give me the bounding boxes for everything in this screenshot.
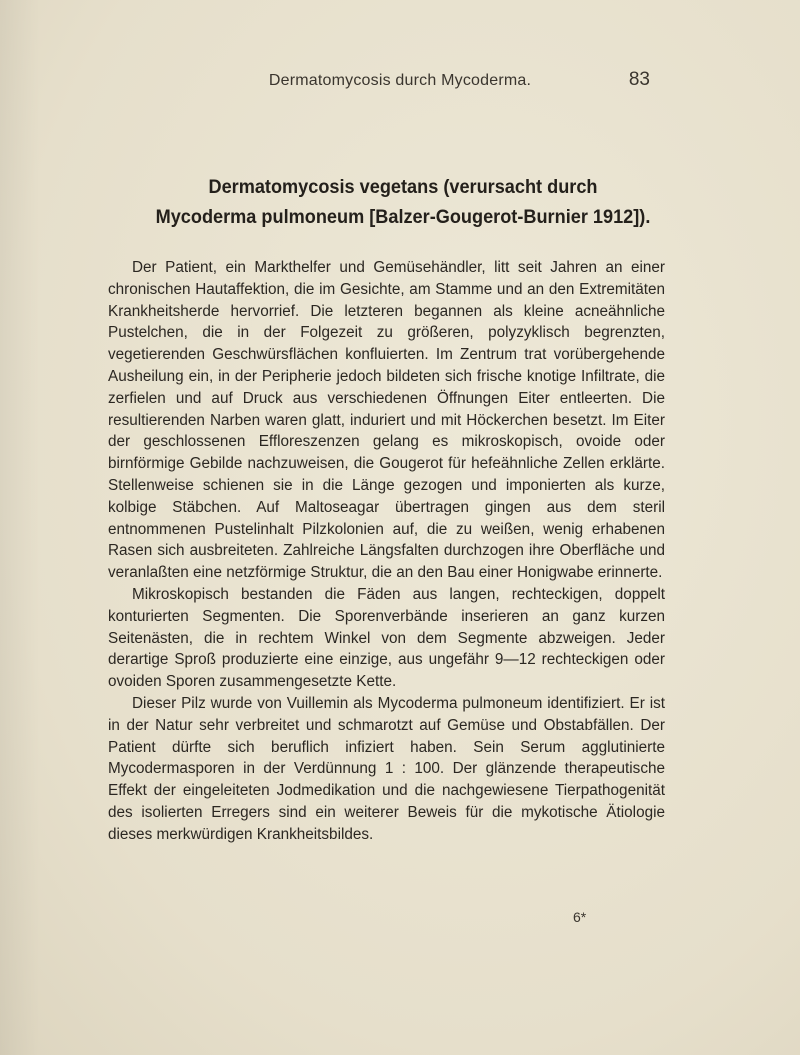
section-title-line-2: Mycoderma pulmoneum [Balzer-Gougerot-Burnier 1912]).	[155, 206, 651, 228]
signature-mark: 6*	[573, 909, 587, 925]
body-text	[108, 257, 665, 846]
paragraph-3: Dieser Pilz wurde von Vuillemin als Mycoderma pulmoneum identifiziert. Er ist in der Natur sehr verbreitet und schmarotzt auf Gemüse und Obstabfällen. Der Patient dürfte sich beruflich infiziert haben. Sein Serum agglutinierte Mycodermasporen in der Verdünnung 1 : 100. Der glänzende therapeutische Effekt der eingeleiteten Jodmedikation und die nachgewiesene Tierpathogenität des isolierten Erregers sind ein weiterer Beweis für die mykotische Ätiologie dieses merkwürdigen Krankheitsbildes.	[108, 694, 665, 843]
section-title-line-1: Dermatomycosis vegetans (verursacht durch	[208, 176, 598, 198]
paragraph-1: Der Patient, ein Markthelfer und Gemüsehändler, litt seit Jahren an einer chronischen Hautaffektion, die im Gesichte, am Stamme und an den Extremitäten Krankheitsherde hervorrief. Die letzteren begannen als kleine acneähnliche Pustelchen, die in der Folgezeit zu größeren, polyzyklisch begrenzten, vegetierenden Geschwürsflächen konfluierten. Im Zentrum trat vorübergehende Ausheilung ein, in der Peripherie jedoch bildeten sich frische knotige Infiltrate, die zerfielen und auf Druck aus verschiedenen Öffnungen Eiter entleerten. Die resultierenden Narben waren glatt, induriert und mit Höckerchen besetzt. Im Eiter der geschlossenen Effloreszenzen gelang es mikroskopisch, ovoide oder birnförmige Gebilde nachzuweisen, die Gougerot für hefeähnliche Zellen erklärte. Stellenweise schienen sie in die Länge gezogen und imponierten als kurze, kolbige Stäbchen. Auf Maltoseagar übertragen gingen aus dem steril entnommenen Pustelinhalt Pilzkolonien auf, die zu weißen, wenig erhabenen Rasen sich ausbreiteten. Zahlreiche Längsfalten durchzogen ihre Oberfläche und veranlaßten eine netzförmige Struktur, die an den Bau einer Honigwabe erinnerte.	[108, 259, 665, 582]
running-title: Dermatomycosis durch Mycoderma.	[268, 72, 532, 89]
paragraph-2: Mikroskopisch bestanden die Fäden aus langen, rechteckigen, doppelt konturierten Segmenten. Die Sporenverbände inserieren an ganz kurzen Seitenästen, die in rechtem Winkel von dem Segmente abzweigen. Jeder derartige Sproß produzierte eine einzige, aus ungefähr 9—12 rechteckigen oder ovoiden Sporen zusammengesetzte Kette.	[108, 585, 665, 691]
running-header	[0, 69, 800, 102]
section-title	[129, 172, 678, 232]
page-number: 83	[628, 69, 650, 90]
